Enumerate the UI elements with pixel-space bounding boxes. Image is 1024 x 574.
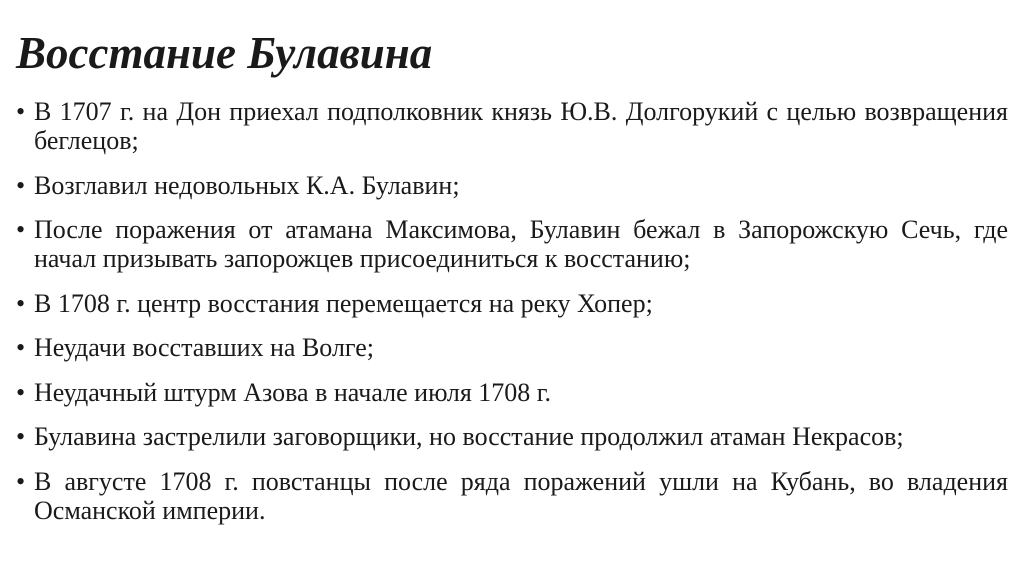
bullet-text: Неудачи восставших на Волге; [34,333,375,362]
bullet-list [16,97,1008,540]
bullet-item [16,422,1008,451]
bullet-item [16,215,1008,273]
slide-title: Восстание Булавина [16,28,433,78]
bullet-item [16,467,1008,525]
bullet-icon: • [16,215,26,244]
bullet-icon: • [16,288,26,318]
bullet-item [16,289,1008,318]
bullet-item [16,171,1008,200]
bullet-item [16,97,1008,155]
bullet-text: В 1708 г. центр восстания перемещается на реку Хопер; [34,288,653,318]
bullet-icon: • [16,377,26,407]
bullet-text: После поражения от атамана Максимова, Булавин бежал в Запорожскую Сечь, где начал призывать запорожцев присоединиться к восстанию; [34,215,1008,273]
bullet-icon: • [16,466,26,496]
bullet-icon: • [16,422,26,451]
bullet-item [16,333,1008,362]
bullet-icon: • [16,170,26,200]
bullet-text: Неудачный штурм Азова в начале июля 1708 г. [34,377,552,407]
bullet-item [16,378,1008,407]
bullet-text: В 1707 г. на Дон приехал подполковник князь Ю.В. Долгорукий с целью возвращения беглецов; [34,97,1008,155]
bullet-text: Булавина застрелили заговорщики, но восстание продолжил атаман Некрасов; [34,422,904,451]
bullet-icon: • [16,333,26,362]
bullet-icon: • [16,97,26,126]
bullet-text: Возглавил недовольных К.А. Булавин; [34,170,460,200]
bullet-text: В августе 1708 г. повстанцы после ряда поражений ушли на Кубань, во владения Османской империи. [34,466,1008,525]
